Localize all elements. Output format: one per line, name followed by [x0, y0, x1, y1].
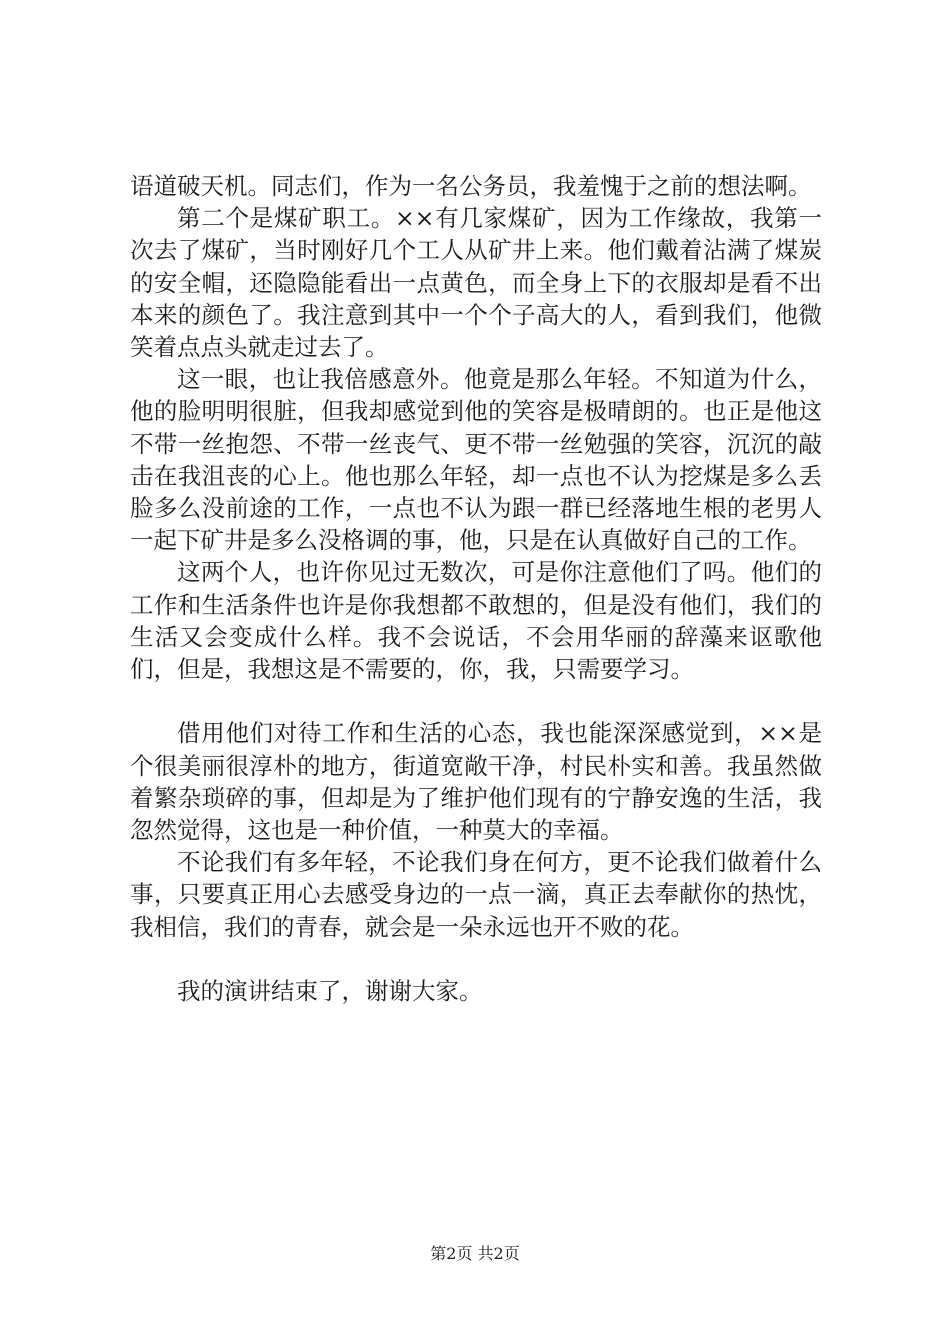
- paragraph-3: 这一眼，也让我倍感意外。他竟是那么年轻。不知道为什么，他的脸明明很脏，但我却感觉到他的笑容是极晴朗的。也正是他这不带一丝抱怨、不带一丝丧气、更不带一丝勉强的笑容，沉沉的敲击在我沮丧的心上。他也那么年轻，却一点也不认为挖煤是多么丢脸多么没前途的工作，一点也不认为跟一群已经落地生根的老男人一起下矿井是多么没格调的事，他，只是在认真做好自己的工作。: [130, 365, 822, 555]
- page-number-footer: 第2页 共2页: [430, 1244, 520, 1263]
- paragraph-5: 借用他们对待工作和生活的心态，我也能深深感觉到，××是个很美丽很淳朴的地方，街道宽敞干净，村民朴实和善。我虽然做着繁杂琐碎的事，但却是为了维护他们现有的宁静安逸的生活，我忽然觉得，这也是一种价值，一种莫大的幸福。: [130, 719, 822, 845]
- paragraph-closing: 我的演讲结束了，谢谢大家。: [177, 977, 483, 1006]
- document-body: [130, 170, 822, 1007]
- paragraph-4: 这两个人，也许你见过无数次，可是你注意他们了吗。他们的工作和生活条件也许是你我想都不敢想的，但是没有他们，我们的生活又会变成什么样。我不会说话，不会用华丽的辞藻来讴歌他们，但是，我想这是不需要的，你，我，只需要学习。: [130, 558, 822, 684]
- paragraph-1: 语道破天机。同志们，作为一名公务员，我羞愧于之前的想法啊。: [130, 172, 812, 200]
- paragraph-2: 第二个是煤矿职工。××有几家煤矿，因为工作缘故，我第一次去了煤矿，当时刚好几个工人从矿井上来。他们戴着沾满了煤炭的安全帽，还隐隐能看出一点黄色，而全身上下的衣服却是看不出本来的颜色了。我注意到其中一个个子高大的人，看到我们，他微笑着点点头就走过去了。: [130, 204, 822, 362]
- paragraph-6: 不论我们有多年轻，不论我们身在何方，更不论我们做着什么事，只要真正用心去感受身边的一点一滴，真正去奉献你的热忱，我相信，我们的青春，就会是一朵永远也开不败的花。: [130, 848, 822, 941]
